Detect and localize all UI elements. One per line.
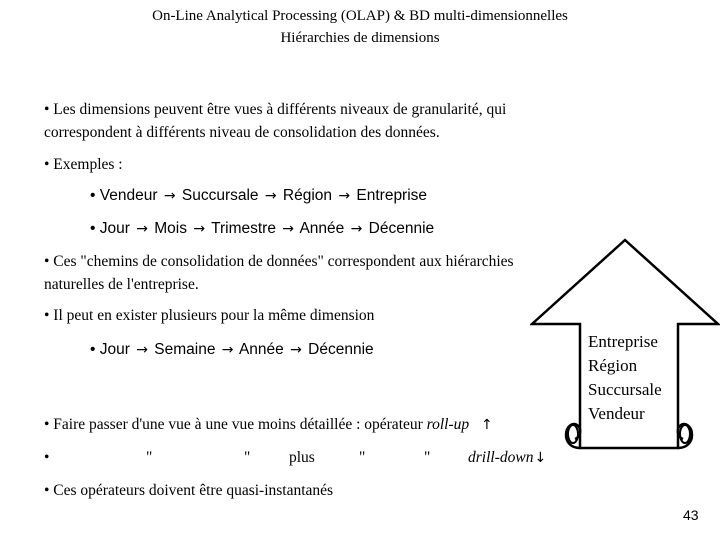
ditto-mark: " xyxy=(359,449,366,466)
paragraph-instant: • Ces opérateurs doivent être quasi-instantanés xyxy=(44,482,334,499)
chain-item: Année xyxy=(238,341,284,358)
drilldown-plus: plus xyxy=(289,449,315,466)
arrow-right-icon: → xyxy=(163,188,176,204)
paragraph-granularity-line1: • Les dimensions peuvent être vues à différents niveaux de granularité, qui xyxy=(44,101,507,118)
hierarchy-chain-jour xyxy=(90,220,434,238)
paragraph-paths-line1: • Ces "chemins de consolidation de données" correspondent aux hiérarchies xyxy=(44,253,514,270)
chain-item: Année xyxy=(299,220,345,237)
chain-bullet: • xyxy=(90,341,96,358)
rollup-text: • Faire passer d'une vue à une vue moins détaillée : opérateur xyxy=(44,416,427,433)
drilldown-bullet: • xyxy=(44,449,50,466)
arrow-right-icon: → xyxy=(338,188,351,204)
chain-item: Semaine xyxy=(154,341,216,358)
chain-item: Vendeur xyxy=(99,187,158,204)
hierarchy-chain-semaine xyxy=(90,341,374,359)
arrow-down-icon: ↓ xyxy=(534,450,547,466)
chain-item: Décennie xyxy=(308,341,374,358)
hierarchy-levels xyxy=(588,330,662,426)
arrow-right-icon: → xyxy=(221,342,234,358)
chain-bullet: • xyxy=(90,187,96,204)
arrow-up-icon: ↑ xyxy=(481,417,493,433)
chain-item: Jour xyxy=(99,220,130,237)
scroll-roll-right xyxy=(680,425,690,443)
hierarchy-level-region: Région xyxy=(588,356,638,375)
scroll-roll-left xyxy=(568,425,578,443)
rollup-operator: roll-up xyxy=(426,416,470,433)
ditto-mark: " xyxy=(146,449,153,466)
page-number: 43 xyxy=(683,507,699,523)
arrow-right-icon: → xyxy=(282,221,294,237)
chain-item: Décennie xyxy=(368,220,435,237)
arrow-right-icon: → xyxy=(136,221,148,237)
arrow-right-icon: → xyxy=(136,342,148,358)
paragraph-multiple: • Il peut en exister plusieurs pour la même dimension xyxy=(44,307,375,324)
paragraph-granularity-line2: correspondent à différents niveau de consolidation des données. xyxy=(44,124,440,141)
arrow-right-icon: → xyxy=(264,188,277,204)
arrow-right-icon: → xyxy=(193,221,206,237)
arrow-right-icon: → xyxy=(350,221,363,237)
slide-subtitle: Hiérarchies de dimensions xyxy=(280,30,440,46)
drilldown-operator: drill-down xyxy=(468,449,534,466)
ditto-mark: " xyxy=(244,449,251,466)
chain-item: Succursale xyxy=(181,187,259,204)
chain-bullet: • xyxy=(90,220,96,237)
chain-item: Trimestre xyxy=(211,220,276,237)
rollup-line xyxy=(44,416,495,434)
hierarchy-chain-vendeur xyxy=(90,187,427,205)
paragraph-paths-line2: naturelles de l'entreprise. xyxy=(44,276,199,293)
slide-title: On-Line Analytical Processing (OLAP) & BD multi-dimensionnelles xyxy=(152,8,568,24)
examples-label: • Exemples : xyxy=(44,156,123,173)
chain-item: Jour xyxy=(99,341,130,358)
chain-item: Région xyxy=(282,187,333,204)
chain-item: Mois xyxy=(154,220,187,237)
chain-item: Entreprise xyxy=(356,187,428,204)
hierarchy-level-entreprise: Entreprise xyxy=(588,332,658,351)
hierarchy-level-vendeur: Vendeur xyxy=(588,404,645,423)
arrow-right-icon: → xyxy=(290,342,302,358)
ditto-mark: " xyxy=(424,449,431,466)
hierarchy-level-succursale: Succursale xyxy=(588,380,662,399)
